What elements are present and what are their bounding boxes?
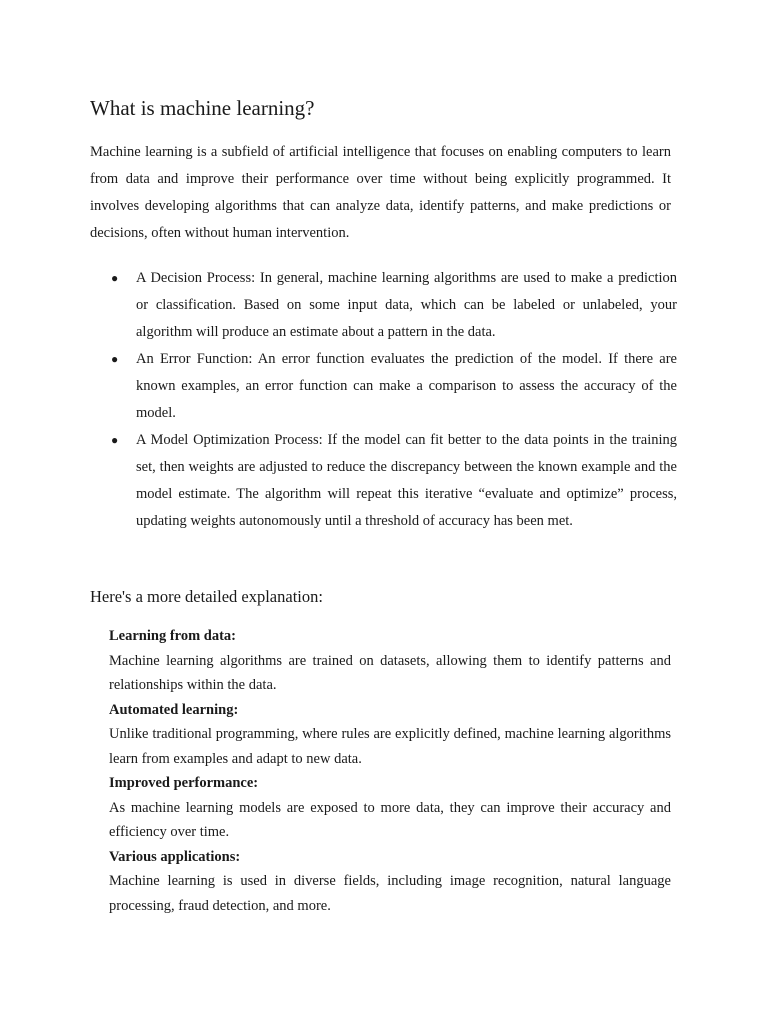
list-item: [105, 427, 677, 535]
detail-term: Automated learning:: [109, 701, 239, 718]
detail-list: [109, 624, 671, 918]
detail-description: As machine learning models are exposed to more data, they can improve their accuracy and efficiency over time.: [109, 799, 671, 840]
bullet-icon: ●: [111, 433, 119, 447]
intro-paragraph: Machine learning is a subfield of artificial intelligence that focuses on enabling computers to learn from data and improve their performance over time without being explicitly programmed. It involves developing algorithms that can analyze data, identify patterns, and make predictions or decisions, often without human intervention.: [90, 144, 671, 241]
bullet-text: A Model Optimization Process: If the model can fit better to the data points in the training set, then weights are adjusted to reduce the discrepancy between the known example and the model estimate. The algorithm will repeat this iterative “evaluate and optimize” process, updating weights autonomously until a threshold of accuracy has been met.: [136, 432, 677, 529]
bullet-list: [105, 265, 677, 535]
detail-term: Learning from data:: [109, 628, 237, 644]
detail-description: Machine learning is used in diverse fields, including image recognition, natural language processing, fraud detection, and more.: [109, 873, 671, 914]
bullet-text: An Error Function: An error function evaluates the prediction of the model. If there are known examples, an error function can make a comparison to assess the accuracy of the model.: [136, 351, 677, 421]
bullet-icon: ●: [111, 271, 119, 285]
list-item: [105, 346, 677, 427]
detail-term: Various applications:: [109, 848, 241, 865]
detail-description: Machine learning algorithms are trained on datasets, allowing them to identify patterns and relationships within the data.: [109, 652, 671, 693]
bullet-text: A Decision Process: In general, machine learning algorithms are used to make a prediction or classification. Based on some input data, which can be labeled or unlabeled, your algorithm will produce an estimate about a pattern in the data.: [136, 270, 677, 340]
section-subheading: Here's a more detailed explanation:: [90, 587, 323, 606]
list-item: [105, 265, 677, 346]
detail-term: Improved performance:: [109, 775, 259, 791]
bullet-icon: ●: [111, 352, 119, 366]
detail-description: Unlike traditional programming, where rules are explicitly defined, machine learning algorithms learn from examples and adapt to new data.: [109, 726, 671, 767]
page-title: What is machine learning?: [90, 96, 315, 120]
